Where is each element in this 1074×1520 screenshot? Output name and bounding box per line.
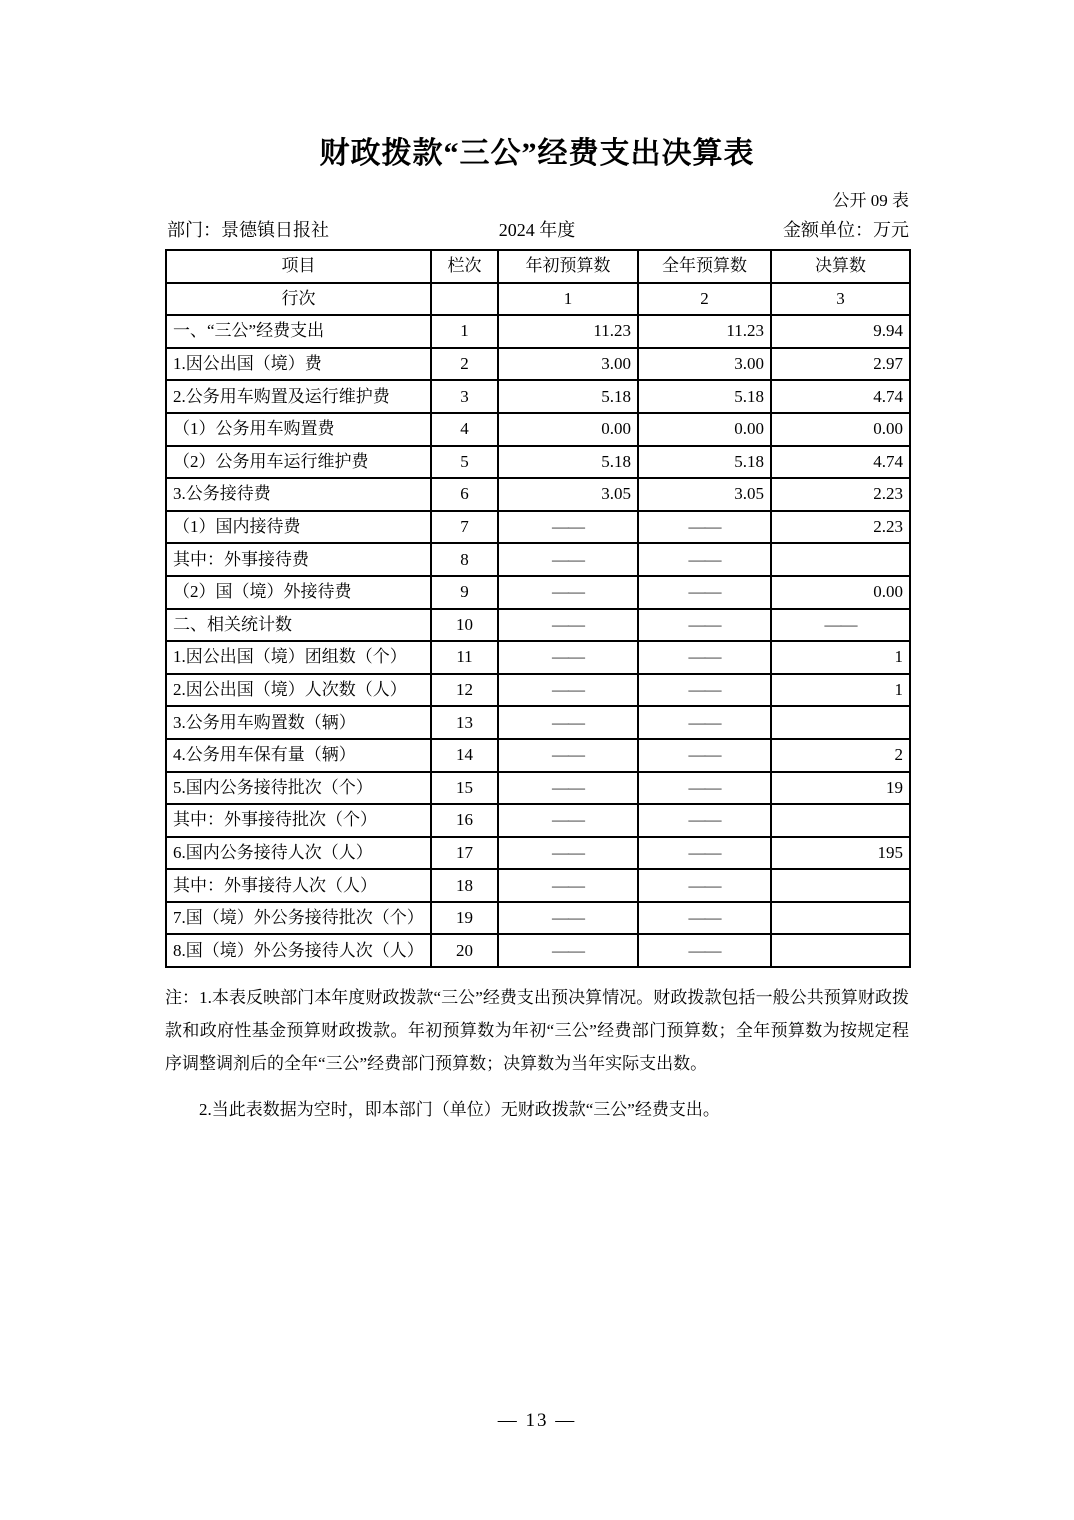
row-value-cell: —— xyxy=(498,609,638,642)
row-value-cell: 0.00 xyxy=(771,576,910,609)
row-value-cell: 0.00 xyxy=(771,413,910,446)
row-item-label: （1）公务用车购置费 xyxy=(166,413,431,446)
amount-unit-label: 金额单位：万元 xyxy=(783,220,909,240)
table-body xyxy=(166,315,910,967)
row-value-cell: —— xyxy=(638,674,771,707)
row-value-cell: —— xyxy=(638,641,771,674)
row-value-cell: 4.74 xyxy=(771,446,910,479)
row-line-number: 5 xyxy=(431,446,498,479)
row-value-cell: 9.94 xyxy=(771,315,910,348)
row-line-number: 6 xyxy=(431,478,498,511)
row-value-cell: 5.18 xyxy=(498,380,638,413)
document-page xyxy=(165,0,909,1126)
table-notes xyxy=(165,981,909,1126)
column-header-final-account: 决算数 xyxy=(771,250,910,283)
table-meta-row xyxy=(165,217,909,243)
row-item-label: 5.国内公务接待批次（个） xyxy=(166,772,431,805)
table-row xyxy=(166,869,910,902)
page-title: 财政拨款“三公”经费支出决算表 xyxy=(319,137,755,170)
row-value-cell: —— xyxy=(638,543,771,576)
table-row xyxy=(166,706,910,739)
row-line-number: 16 xyxy=(431,804,498,837)
row-value-cell: —— xyxy=(498,772,638,805)
row-value-cell: 1 xyxy=(771,674,910,707)
line-header-col-2: 2 xyxy=(638,283,771,316)
row-item-label: 二、相关统计数 xyxy=(166,609,431,642)
row-value-cell: —— xyxy=(498,804,638,837)
row-line-number: 18 xyxy=(431,869,498,902)
row-value-cell: 2 xyxy=(771,739,910,772)
row-value-cell: 3.00 xyxy=(638,348,771,381)
row-value-cell: —— xyxy=(638,511,771,544)
row-item-label: 2.因公出国（境）人次数（人） xyxy=(166,674,431,707)
row-line-number: 11 xyxy=(431,641,498,674)
row-line-number: 19 xyxy=(431,902,498,935)
row-item-label: 6.国内公务接待人次（人） xyxy=(166,837,431,870)
row-line-number: 3 xyxy=(431,380,498,413)
row-item-label: 1.因公出国（境）团组数（个） xyxy=(166,641,431,674)
row-item-label: 1.因公出国（境）费 xyxy=(166,348,431,381)
row-line-number: 15 xyxy=(431,772,498,805)
row-line-number: 1 xyxy=(431,315,498,348)
row-value-cell: 5.18 xyxy=(638,446,771,479)
row-item-label: 其中：外事接待批次（个） xyxy=(166,804,431,837)
row-value-cell: —— xyxy=(498,837,638,870)
row-value-cell: —— xyxy=(638,902,771,935)
table-row xyxy=(166,934,910,967)
row-value-cell xyxy=(771,543,910,576)
row-value-cell: —— xyxy=(638,772,771,805)
form-code-label: 公开 09 表 xyxy=(832,191,909,210)
line-header-label: 行次 xyxy=(166,283,431,316)
row-value-cell: —— xyxy=(638,869,771,902)
row-line-number: 13 xyxy=(431,706,498,739)
table-row xyxy=(166,837,910,870)
table-row xyxy=(166,739,910,772)
row-value-cell xyxy=(771,869,910,902)
row-item-label: 4.公务用车保有量（辆） xyxy=(166,739,431,772)
row-value-cell: —— xyxy=(771,609,910,642)
row-line-number: 17 xyxy=(431,837,498,870)
row-value-cell: —— xyxy=(638,576,771,609)
note-line-1: 注：1.本表反映部门本年度财政拨款“三公”经费支出预决算情况。财政拨款包括一般公共预算财政拨款和政府性基金预算财政拨款。年初预算数为年初“三公”经费部门预算数；全年预算数为按规定程序调整调剂后的全年“三公”经费部门预算数；决算数为当年实际支出数。 xyxy=(165,988,909,1074)
row-value-cell: —— xyxy=(498,869,638,902)
row-value-cell: 11.23 xyxy=(638,315,771,348)
row-value-cell: 3.00 xyxy=(498,348,638,381)
table-row xyxy=(166,511,910,544)
row-value-cell: —— xyxy=(638,934,771,967)
row-value-cell xyxy=(771,934,910,967)
row-line-number: 9 xyxy=(431,576,498,609)
row-item-label: 其中：外事接待费 xyxy=(166,543,431,576)
row-value-cell: —— xyxy=(498,934,638,967)
row-value-cell: 5.18 xyxy=(498,446,638,479)
row-item-label: 3.公务接待费 xyxy=(166,478,431,511)
row-value-cell xyxy=(771,902,910,935)
row-value-cell: —— xyxy=(638,739,771,772)
table-row xyxy=(166,315,910,348)
table-row xyxy=(166,348,910,381)
column-header-column-no: 栏次 xyxy=(431,250,498,283)
row-value-cell: —— xyxy=(638,706,771,739)
table-row xyxy=(166,576,910,609)
row-value-cell: 3.05 xyxy=(498,478,638,511)
line-number-header-row xyxy=(166,283,910,316)
table-row xyxy=(166,478,910,511)
row-value-cell: 3.05 xyxy=(638,478,771,511)
table-row xyxy=(166,674,910,707)
row-value-cell: 0.00 xyxy=(638,413,771,446)
table-header-row xyxy=(166,250,910,283)
line-header-blank xyxy=(431,283,498,316)
row-value-cell: 195 xyxy=(771,837,910,870)
row-line-number: 20 xyxy=(431,934,498,967)
table-row xyxy=(166,641,910,674)
row-value-cell: 5.18 xyxy=(638,380,771,413)
row-item-label: 8.国（境）外公务接待人次（人） xyxy=(166,934,431,967)
line-header-col-3: 3 xyxy=(771,283,910,316)
department-label: 部门：景德镇日报社 xyxy=(167,220,329,240)
row-line-number: 12 xyxy=(431,674,498,707)
row-line-number: 10 xyxy=(431,609,498,642)
row-item-label: （2）公务用车运行维护费 xyxy=(166,446,431,479)
table-row xyxy=(166,902,910,935)
row-line-number: 2 xyxy=(431,348,498,381)
row-value-cell: 4.74 xyxy=(771,380,910,413)
row-value-cell: —— xyxy=(638,837,771,870)
row-value-cell: —— xyxy=(498,641,638,674)
three-public-expense-table xyxy=(165,249,911,968)
table-row xyxy=(166,772,910,805)
row-value-cell: 2.97 xyxy=(771,348,910,381)
row-line-number: 4 xyxy=(431,413,498,446)
table-row xyxy=(166,543,910,576)
row-item-label: （1）国内接待费 xyxy=(166,511,431,544)
row-line-number: 7 xyxy=(431,511,498,544)
note-line-2: 2.当此表数据为空时，即本部门（单位）无财政拨款“三公”经费支出。 xyxy=(199,1100,720,1120)
row-value-cell xyxy=(771,706,910,739)
table-row xyxy=(166,446,910,479)
row-value-cell: —— xyxy=(498,706,638,739)
row-value-cell: 1 xyxy=(771,641,910,674)
row-value-cell: —— xyxy=(498,576,638,609)
row-value-cell: —— xyxy=(638,804,771,837)
row-line-number: 8 xyxy=(431,543,498,576)
row-value-cell: —— xyxy=(498,902,638,935)
row-item-label: （2）国（境）外接待费 xyxy=(166,576,431,609)
line-header-col-1: 1 xyxy=(498,283,638,316)
table-row xyxy=(166,380,910,413)
row-value-cell: 11.23 xyxy=(498,315,638,348)
row-value-cell: —— xyxy=(498,543,638,576)
row-value-cell: —— xyxy=(638,609,771,642)
table-row xyxy=(166,804,910,837)
row-value-cell: 2.23 xyxy=(771,511,910,544)
column-header-annual-budget: 全年预算数 xyxy=(638,250,771,283)
row-item-label: 3.公务用车购置数（辆） xyxy=(166,706,431,739)
table-row xyxy=(166,413,910,446)
row-value-cell: —— xyxy=(498,739,638,772)
table-row xyxy=(166,609,910,642)
fiscal-year-label: 2024 年度 xyxy=(498,220,576,240)
row-value-cell: —— xyxy=(498,511,638,544)
row-value-cell: 0.00 xyxy=(498,413,638,446)
row-value-cell xyxy=(771,804,910,837)
row-line-number: 14 xyxy=(431,739,498,772)
row-item-label: 2.公务用车购置及运行维护费 xyxy=(166,380,431,413)
row-value-cell: 19 xyxy=(771,772,910,805)
row-item-label: 一、“三公”经费支出 xyxy=(166,315,431,348)
row-value-cell: —— xyxy=(498,674,638,707)
page-number: — 13 — xyxy=(497,1410,577,1431)
row-item-label: 7.国（境）外公务接待批次（个） xyxy=(166,902,431,935)
row-value-cell: 2.23 xyxy=(771,478,910,511)
row-item-label: 其中：外事接待人次（人） xyxy=(166,869,431,902)
column-header-item: 项目 xyxy=(166,250,431,283)
column-header-initial-budget: 年初预算数 xyxy=(498,250,638,283)
